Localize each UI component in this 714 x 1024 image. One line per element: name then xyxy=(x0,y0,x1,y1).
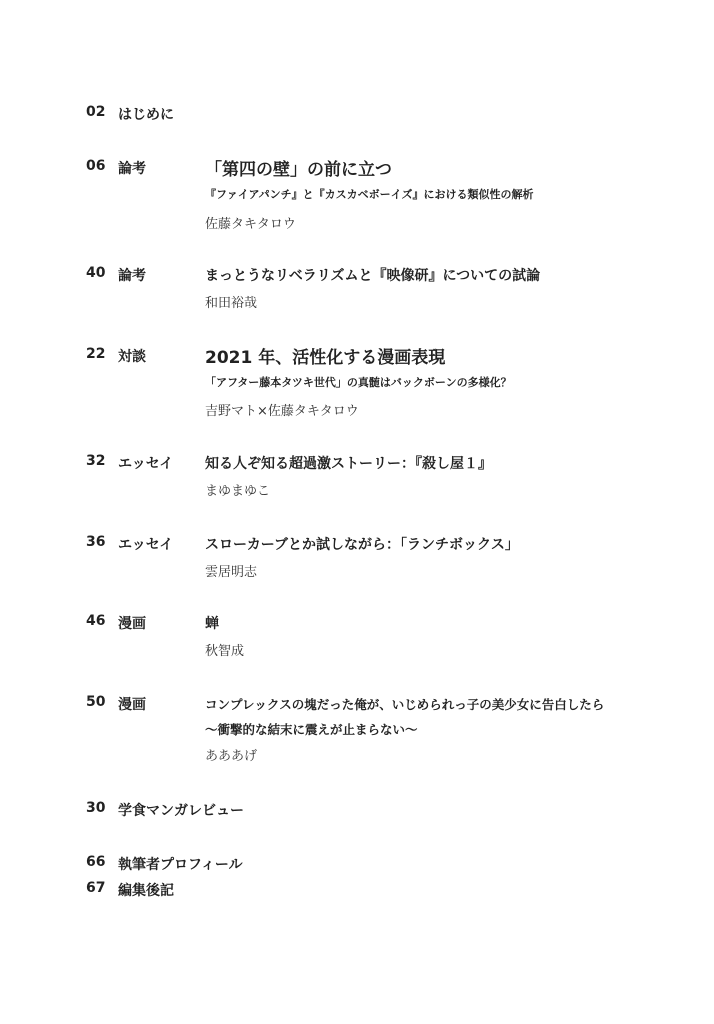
category-label: 論考 xyxy=(118,268,146,284)
category-label: 論考 xyxy=(118,161,146,177)
page-number: 40 xyxy=(86,265,106,281)
page-number: 22 xyxy=(86,346,106,362)
entry-title: 編集後記 xyxy=(118,883,174,899)
entry-subtitle: 「アフター藤本タツキ世代」の真髄はバックボーンの多様化？ xyxy=(205,376,512,389)
category-label: エッセイ xyxy=(118,537,174,553)
entry-title: 「第四の壁」の前に立つ xyxy=(205,160,392,180)
category-label: 漫画 xyxy=(118,616,146,632)
entry-title: 学食マンガレビュー xyxy=(118,803,244,819)
entry-author: 雲居明志 xyxy=(205,565,258,580)
page-number: 46 xyxy=(86,613,106,629)
entry-title: スローカーブとか試しながら：「ランチボックス」 xyxy=(205,537,519,553)
entry-subtitle: 『ファイアパンチ』と『カスカベボーイズ』における類似性の解析 xyxy=(205,188,534,201)
page-number: 50 xyxy=(86,694,106,710)
category-label: エッセイ xyxy=(118,456,174,472)
entry-author: 吉野マト×佐藤タキタロウ xyxy=(205,404,359,419)
entry-title-line2: 〜衝撃的な結末に震えが止まらない〜 xyxy=(205,722,418,737)
entry-title: 蝉 xyxy=(205,616,219,632)
entry-author: 秋智成 xyxy=(205,644,245,659)
entry-title: 2021 年、活性化する漫画表現 xyxy=(205,348,446,368)
category-label: 対談 xyxy=(118,349,146,365)
page-number: 36 xyxy=(86,534,106,550)
page-number: 30 xyxy=(86,800,106,816)
entry-title: まっとうなリベラリズムと『映像研』についての試論 xyxy=(205,268,541,284)
entry-author: あああげ xyxy=(205,749,258,764)
entry-author: 佐藤タキタロウ xyxy=(205,217,296,232)
page-number: 32 xyxy=(86,453,106,469)
entry-title: 知る人ぞ知る超過激ストーリー：『殺し屋１』 xyxy=(205,456,492,472)
entry-author: 和田裕哉 xyxy=(205,296,258,311)
category-label: 漫画 xyxy=(118,697,146,713)
entry-title: コンプレックスの塊だった俺が、いじめられっ子の美少女に告白したら xyxy=(205,697,605,712)
page-number: 66 xyxy=(86,854,106,870)
page-number: 67 xyxy=(86,880,106,896)
entry-title: 執筆者プロフィール xyxy=(118,857,243,873)
page-number: 02 xyxy=(86,104,106,120)
page-number: 06 xyxy=(86,158,106,174)
entry-author: まゆまゆこ xyxy=(205,484,271,499)
entry-title: はじめに xyxy=(118,107,174,123)
